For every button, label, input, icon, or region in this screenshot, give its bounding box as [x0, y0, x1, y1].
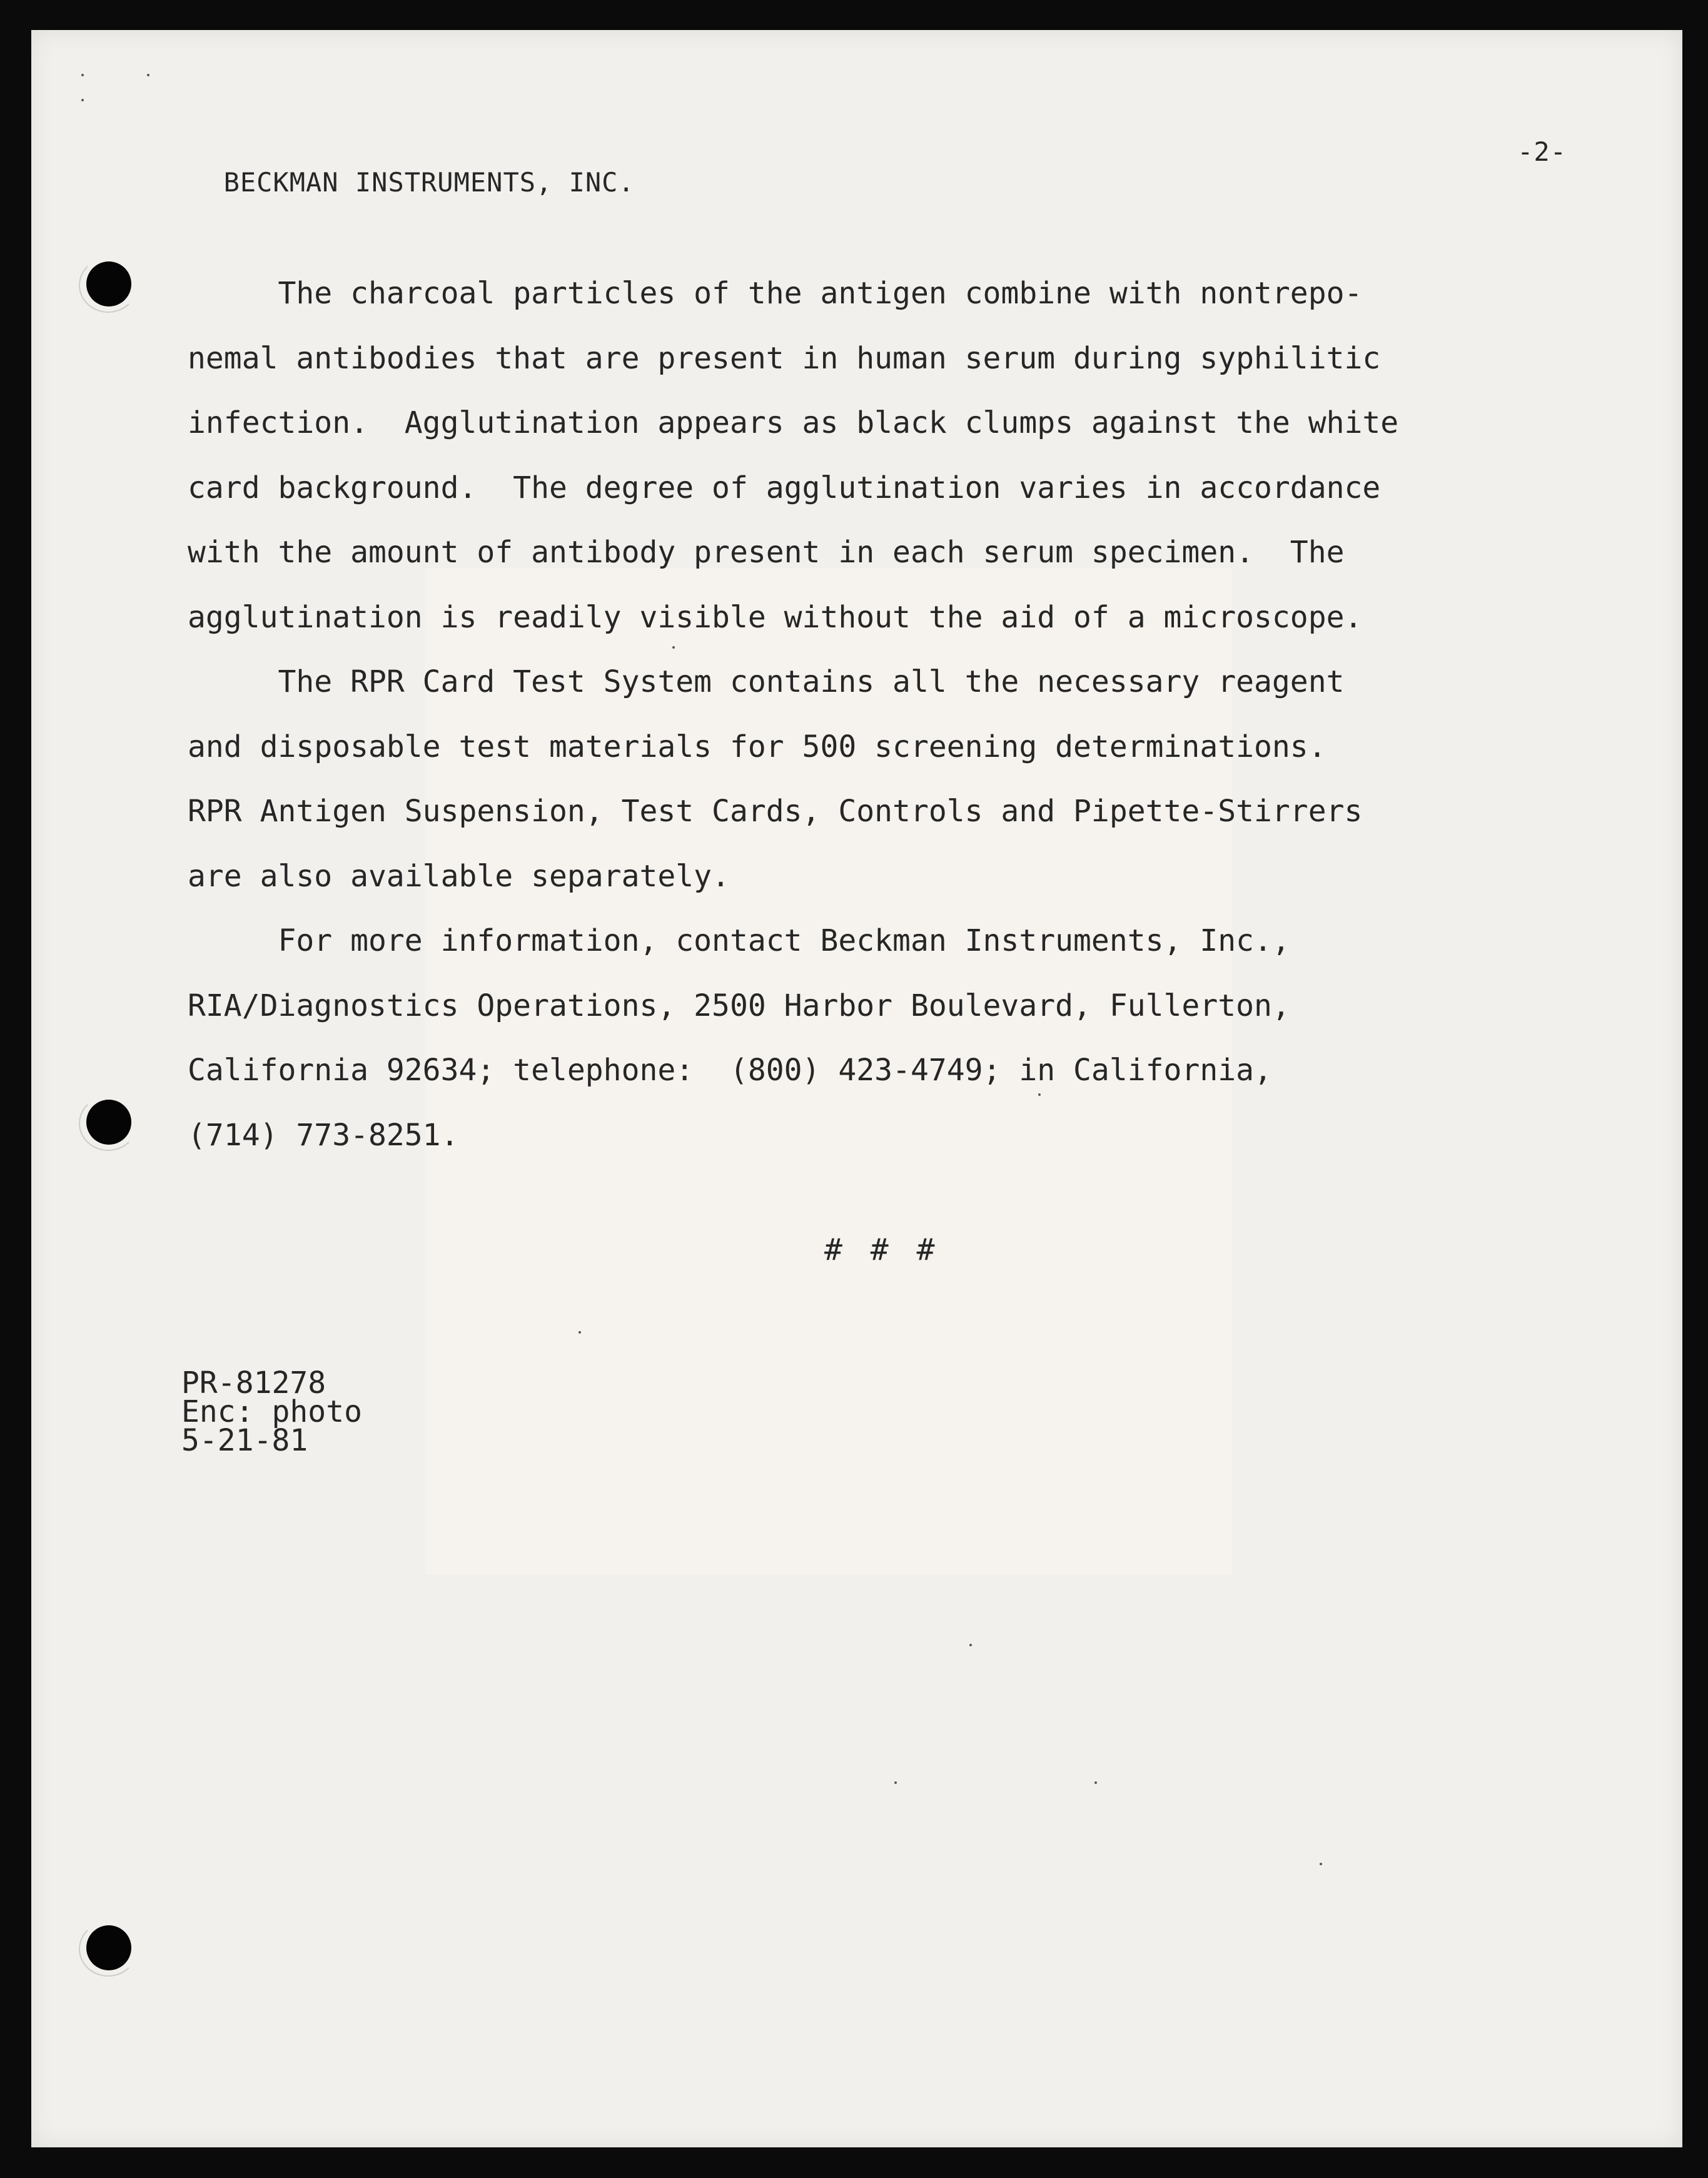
speck [81, 74, 84, 76]
letterhead [191, 136, 1567, 228]
paragraph-charcoal-particles: The charcoal particles of the antigen combine with nontrepo- nemal antibodies that are present in human serum during syphilitic infection. Agglutination appears as black clumps against the white card background. The degree of agglutination varies in accordance with the amount of antibody present in each serum specimen. The agglutination is readily visible without the aid of a microscope. [188, 276, 1399, 635]
speck [1094, 1781, 1097, 1784]
company-name: BECKMAN INSTRUMENTS, INC. [223, 167, 635, 198]
punch-hole-bottom [86, 1925, 131, 1970]
release-date: 5-21-81 [181, 1423, 308, 1458]
footer-block [181, 1365, 362, 1458]
speck [579, 1331, 581, 1334]
speck [147, 74, 149, 76]
speck [894, 1781, 897, 1784]
page-number: -2- [1517, 136, 1567, 167]
speck [1320, 1863, 1322, 1865]
punch-hole-top [86, 261, 131, 306]
body-text [188, 261, 1398, 1168]
speck [81, 99, 84, 101]
enclosure-note: Enc: photo [181, 1394, 362, 1429]
end-mark: # # # [824, 1232, 940, 1267]
speck [969, 1644, 972, 1646]
punch-hole-middle [86, 1100, 131, 1145]
paragraph-rpr-card-test: The RPR Card Test System contains all the necessary reagent and disposable test materials for 500 screening determinations. RPR Antigen Suspension, Test Cards, Controls and Pipette-Stirrers are also available separately. [188, 664, 1363, 894]
paragraph-contact-info: For more information, contact Beckman Instruments, Inc., RIA/Diagnostics Operations, 2500 Harbor Boulevard, Fullerton, California 92634; telephone: (800) 423-4749; in California, (714) 773-8251. [188, 923, 1290, 1153]
release-id: PR-81278 [181, 1365, 326, 1401]
